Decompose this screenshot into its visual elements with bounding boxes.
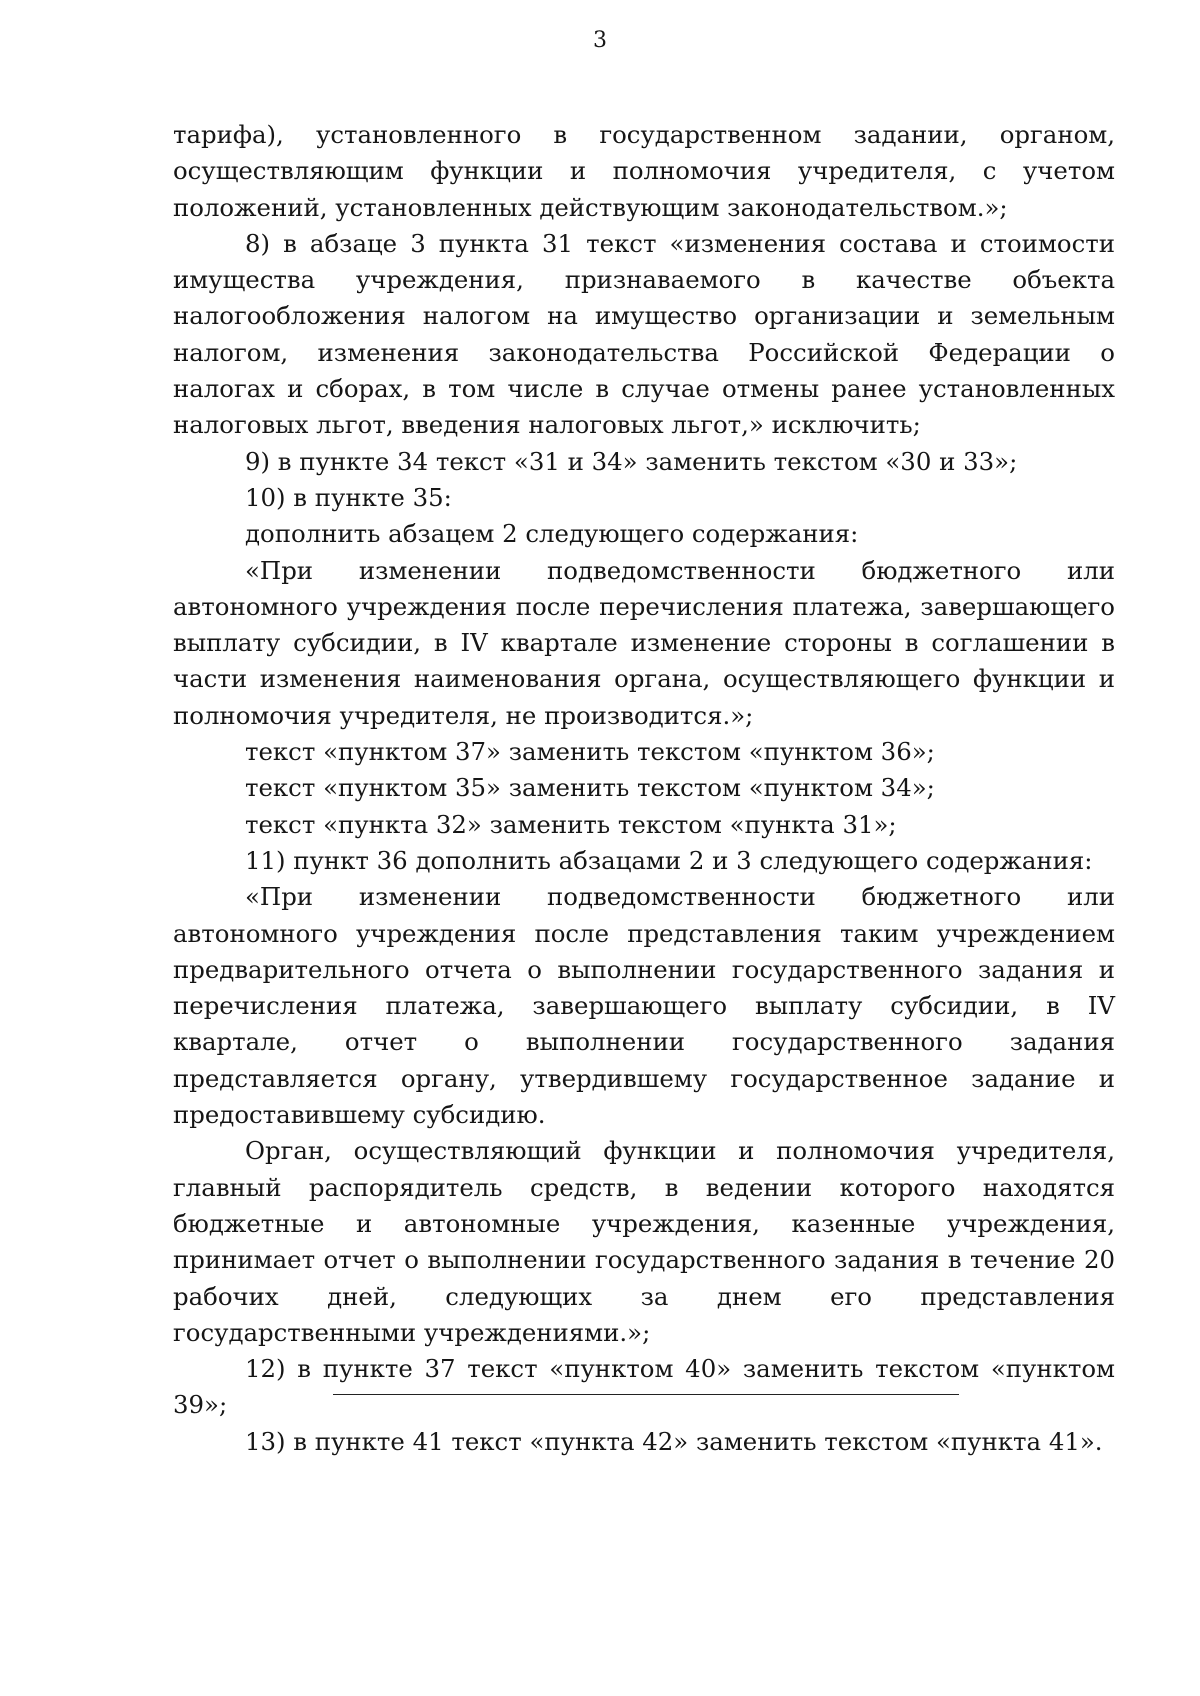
paragraph-item-9: 9) в пункте 34 текст «31 и 34» заменить текстом «30 и 33»; [245, 446, 1018, 476]
closing-rule [333, 1394, 959, 1395]
paragraph-item-10: 10) в пункте 35: [245, 482, 452, 512]
paragraph-item-11: 11) пункт 36 дополнить абзацами 2 и 3 следующего содержания: [245, 845, 1093, 875]
paragraph-item-11-quote-2: Орган, осуществляющий функции и полномочия учредителя, главный распорядитель средств, в ведении которого находятся бюджетные и автономные учреждения, казенные учреждения, принимает отчет о выполнении государственного задания в течение 20 рабочих дней, следующих за днем его представления государственными учреждениями.»; [173, 1136, 1115, 1347]
document-body [173, 117, 1115, 1460]
paragraph-item-12: 12) в пункте 37 текст «пунктом 40» заменить текстом «пунктом 39»; [173, 1354, 1115, 1420]
paragraph-item-10-replace-2: текст «пунктом 35» заменить текстом «пунктом 34»; [245, 773, 935, 803]
paragraph-item-10-replace-3: текст «пункта 32» заменить текстом «пункта 31»; [245, 809, 897, 839]
paragraph-item-10-add: дополнить абзацем 2 следующего содержания: [245, 519, 859, 549]
page-number: 3 [593, 28, 607, 53]
paragraph-continuation: тарифа), установленного в государственном задании, органом, осуществляющим функции и полномочия учредителя, с учетом положений, установленных действующим законодательством.»; [173, 120, 1115, 222]
paragraph-item-11-quote-1: «При изменении подведомственности бюджетного или автономного учреждения после представления таким учреждением предварительного отчета о выполнении государственного задания и перечисления платежа, завершающего выплату субсидии, в IV квартале, отчет о выполнении государственного задания представляется органу, утвердившему государственное задание и предоставившему субсидию. [173, 882, 1115, 1130]
paragraph-item-10-replace-1: текст «пунктом 37» заменить текстом «пунктом 36»; [245, 737, 935, 767]
paragraph-item-8: 8) в абзаце 3 пункта 31 текст «изменения состава и стоимости имущества учреждения, признаваемого в качестве объекта налогообложения налогом на имущество организации и земельным налогом, изменения законодательства Российской Федерации о налогах и сборах, в том числе в случае отмены ранее установленных налоговых льгот, введения налоговых льгот,» исключить; [173, 228, 1115, 440]
paragraph-item-13: 13) в пункте 41 текст «пункта 42» заменить текстом «пункта 41». [245, 1426, 1103, 1456]
paragraph-item-10-quote: «При изменении подведомственности бюджетного или автономного учреждения после перечисления платежа, завершающего выплату субсидии, в IV квартале изменение стороны в соглашении в части изменения наименования органа, осуществляющего функции и полномочия учредителя, не производится.»; [173, 555, 1115, 730]
